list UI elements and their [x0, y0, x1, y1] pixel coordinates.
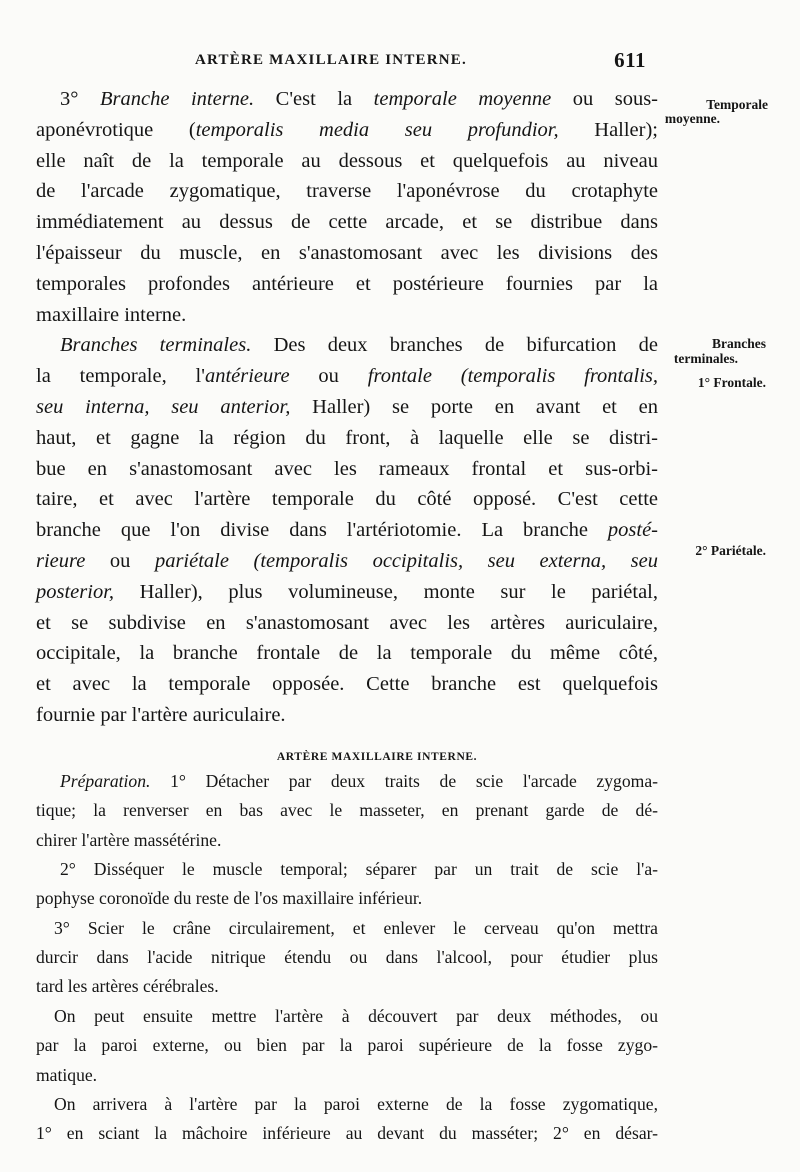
- text-line: et avec la temporale opposée. Cette branche est quelquefois: [36, 673, 658, 696]
- running-header: [195, 50, 660, 74]
- text-line: [36, 515, 658, 546]
- text-run: Haller) se porte en avant et en: [290, 395, 658, 418]
- text-line: l'épaisseur du muscle, en s'anastomosant avec les divisions des: [36, 241, 658, 264]
- text-line: On peut ensuite mettre l'artère à découvert par deux méthodes, ou: [54, 1005, 658, 1026]
- text-line: haut, et gagne la région du front, à laquelle elle se distri-: [36, 426, 658, 449]
- text-line: taire, et avec l'artère temporale du côté opposé. C'est cette: [36, 488, 658, 511]
- text-run: 3°: [60, 88, 100, 110]
- italic-run: Branches terminales.: [60, 334, 252, 357]
- text-run: ou: [289, 365, 368, 388]
- text-line: [36, 361, 658, 392]
- text-line: par la paroi externe, ou bien par la paroi supérieure de la fosse zygo-: [36, 1035, 658, 1056]
- text-line: [36, 392, 658, 423]
- text-run: branche que l'on divise dans l'artériotomie. La branche: [36, 519, 608, 542]
- text-column: [36, 84, 658, 1149]
- text-line: elle naît de la temporale au dessous et quelquefois au niveau: [36, 149, 658, 172]
- text-line: pophyse coronoïde du reste de l'os maxillaire inférieur.: [36, 888, 423, 909]
- text-run: ou: [85, 549, 155, 572]
- text-line: bue en s'anastomosant avec les rameaux frontal et sus-orbi-: [36, 457, 658, 480]
- margin-note-terminales: terminales.: [673, 351, 738, 366]
- text-line: [36, 115, 658, 146]
- text-line: chirer l'artère massétérine.: [36, 829, 222, 850]
- italic-run: temporalis media seu profundior,: [195, 118, 559, 141]
- paragraph-temporale-moyenne: [36, 84, 658, 330]
- italic-run: Branche interne.: [99, 88, 255, 110]
- text-line: matique.: [36, 1064, 98, 1085]
- text-line: tard les artères cérébrales.: [36, 976, 219, 997]
- text-run: aponévrotique (: [36, 118, 196, 141]
- text-line: maxillaire interne.: [36, 303, 187, 326]
- text-run: Haller), plus volumineuse, monte sur le pariétal,: [114, 580, 658, 603]
- margin-note-branches: Branches: [712, 336, 766, 351]
- italic-run: Préparation.: [60, 770, 151, 791]
- text-run: ou sous-: [551, 88, 659, 110]
- text-line: [36, 767, 658, 796]
- margin-note-frontale: 1° Frontale.: [697, 375, 766, 390]
- italic-run: frontale (temporalis frontalis,: [367, 365, 658, 388]
- margin-note-moyenne: moyenne.: [664, 111, 720, 126]
- text-line: fournie par l'artère auriculaire.: [36, 703, 286, 726]
- text-line: et se subdivise en s'anastomosant avec les artères auriculaire,: [36, 611, 658, 634]
- paragraph-branches-terminales: [36, 330, 658, 730]
- italic-run: pariétale (temporalis occipitalis, seu externa, seu: [154, 549, 659, 572]
- text-line: de l'arcade zygomatique, traverse l'aponévrose du crotaphyte: [36, 180, 658, 203]
- italic-run: antérieure: [204, 365, 290, 388]
- text-line: immédiatement au dessus de cette arcade, et se distribue dans: [36, 211, 658, 234]
- text-line: occipitale, la branche frontale de la temporale du même côté,: [36, 642, 658, 665]
- section-heading: ARTÈRE MAXILLAIRE INTERNE.: [276, 750, 478, 763]
- text-run: la temporale, l': [36, 365, 205, 388]
- text-run: Des deux branches de bifurcation de: [251, 334, 658, 357]
- paragraph-preparation: [36, 767, 658, 1149]
- italic-run: seu interna, seu anterior,: [36, 395, 291, 418]
- text-line: [36, 330, 658, 361]
- text-line: durcir dans l'acide nitrique étendu ou dans l'alcool, pour étudier plus: [36, 947, 658, 968]
- italic-run: rieure: [36, 549, 86, 572]
- text-line: [36, 84, 658, 115]
- text-run: 1° Détacher par deux traits de scie l'arcade zygoma-: [150, 770, 658, 791]
- italic-run: posterior,: [36, 580, 115, 603]
- margin-note-temporale: Temporale: [706, 97, 768, 112]
- text-line: [36, 577, 658, 608]
- text-line: 3° Scier le crâne circulairement, et enlever le cerveau qu'on mettra: [54, 917, 658, 938]
- text-line: [36, 546, 658, 577]
- text-line: tique; la renverser en bas avec le masseter, en prenant garde de dé-: [36, 800, 658, 821]
- text-line: 2° Disséquer le muscle temporal; séparer par un trait de scie l'a-: [60, 858, 658, 879]
- text-line: 1° en sciant la mâchoire inférieure au devant du masséter; 2° en désar-: [36, 1123, 658, 1144]
- text-line: temporales profondes antérieure et postérieure fournies par la: [36, 272, 658, 295]
- text-run: Haller);: [558, 118, 659, 141]
- text-run: C'est la: [254, 88, 374, 110]
- text-line: On arrivera à l'artère par la paroi externe de la fosse zygomatique,: [54, 1094, 658, 1115]
- running-title: ARTÈRE MAXILLAIRE INTERNE.: [195, 52, 467, 68]
- italic-run: posté-: [607, 519, 658, 542]
- italic-run: temporale moyenne: [373, 88, 552, 110]
- page-number: 611: [614, 48, 646, 72]
- margin-note-parietale: 2° Pariétale.: [695, 543, 766, 558]
